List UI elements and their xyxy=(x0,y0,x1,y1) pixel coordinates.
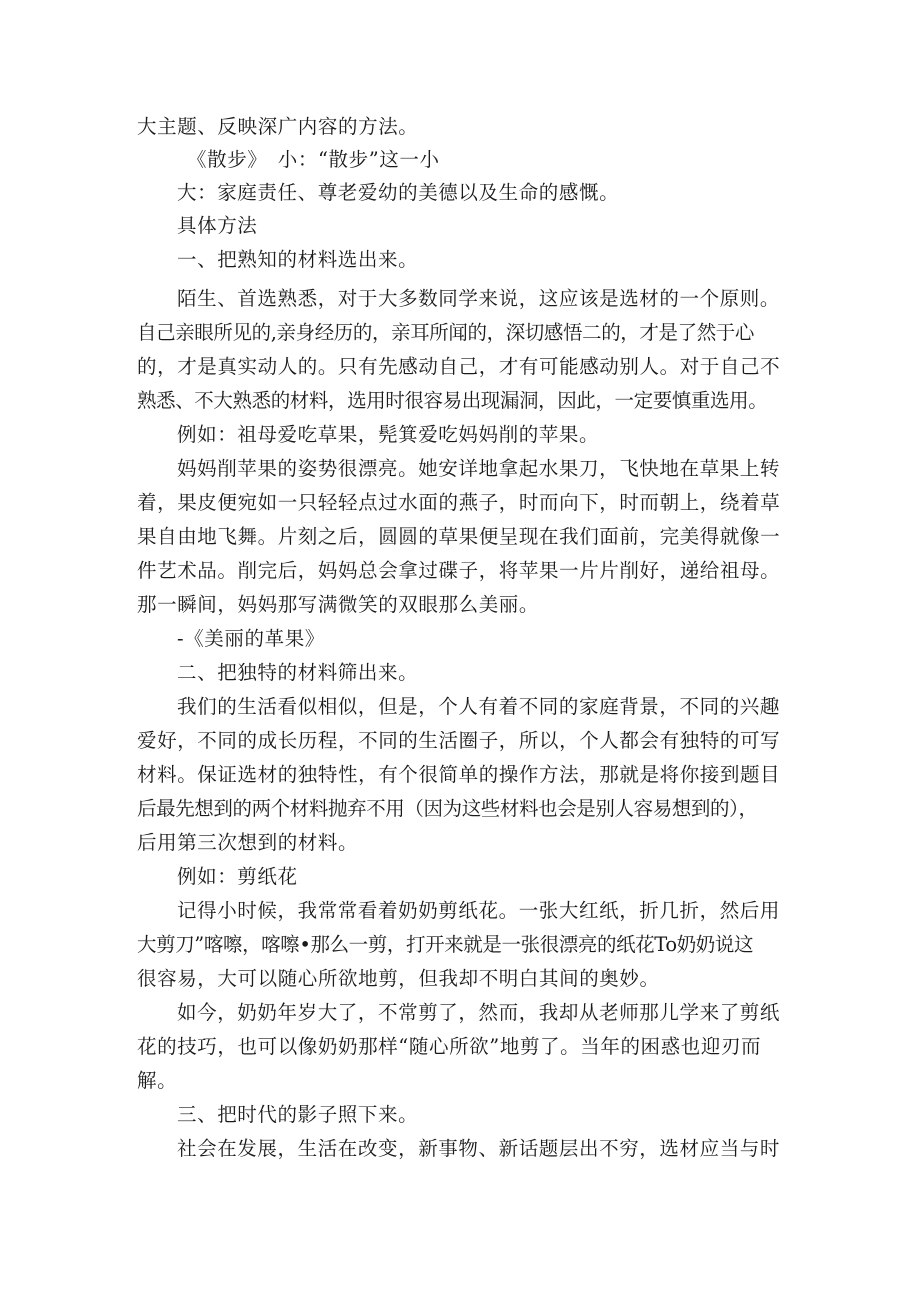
text-line: 的，才是真实动人的。只有先感动自己，才有可能感动别人。对于自己不 xyxy=(137,355,781,378)
text-line: 大：家庭责任、尊老爱幼的美德以及生命的感慨。 xyxy=(177,181,620,204)
section-heading: 三、把时代的影子照下来。 xyxy=(177,1103,419,1126)
section-heading: 一、把熟知的材料选出来。 xyxy=(177,248,419,271)
text-line: 那一瞬间，妈妈那写满微笑的双眼那么美丽。 xyxy=(137,593,540,616)
section-heading: 二、把独特的材料筛出来。 xyxy=(177,661,419,684)
text-line: 果自由地飞舞。片刻之后，圆圆的草果便呈现在我们面前，完美得就像一 xyxy=(137,525,781,548)
text-line: 材料。保证选材的独特性，有个很简单的操作方法，那就是将你接到题目 xyxy=(137,763,781,786)
text-line: 《散步》 小：“散步”这一小 xyxy=(187,148,440,171)
text-line: 熟悉、不大熟悉的材料，选用时很容易出现漏洞，因此，一定要慎重选用。 xyxy=(137,389,768,412)
text-line: 例如：剪纸花 xyxy=(177,865,298,888)
section-heading: 具体方法 xyxy=(177,214,258,237)
text-line: 我们的生活看似相似，但是，个人有着不同的家庭背景，不同的兴趣 xyxy=(177,695,781,718)
text-line: 着，果皮便宛如一只轻轻点过水面的燕子，时而向下，时而朝上，绕着草 xyxy=(137,491,781,514)
text-line: 大剪刀”喀嚓，喀嚓•那么一剪，打开来就是一张很漂亮的纸花To奶奶说这 xyxy=(137,933,754,956)
text-line: 妈妈削苹果的姿势很漂亮。她安详地拿起水果刀，飞快地在草果上转 xyxy=(177,457,781,480)
text-line: 件艺术品。削完后，妈妈总会拿过碟子，将苹果一片片削好，递给祖母。 xyxy=(137,559,781,582)
text-line: 很容易，大可以随心所欲地剪，但我却不明白其间的奥妙。 xyxy=(137,967,660,990)
text-line: 花的技巧，也可以像奶奶那样“随心所欲”地剪了。当年的困惑也迎刃而 xyxy=(137,1035,762,1058)
text-line: 记得小时候，我常常看着奶奶剪纸花。一张大红纸，折几折，然后用 xyxy=(177,899,781,922)
text-line: 后最先想到的两个材料抛弃不用（因为这些材料也会是别人容易想到的）， xyxy=(137,797,758,820)
text-line: 大主题、反映深广内容的方法。 xyxy=(137,115,419,138)
text-line: 社会在发展，生活在改变，新事物、新话题层出不穷，选材应当与时 xyxy=(177,1137,781,1160)
text-line: 后用第三次想到的材料。 xyxy=(137,831,359,854)
text-line: 例如：祖母爱吃草果，髡箕爱吃妈妈削的苹果。 xyxy=(177,423,600,446)
text-line: 如今，奶奶年岁大了，不常剪了，然而，我却从老师那儿学来了剪纸 xyxy=(177,1001,781,1024)
text-line: 解。 xyxy=(137,1069,178,1092)
text-line: 爱好，不同的成长历程，不同的生活圈子，所以，个人都会有独特的可写 xyxy=(137,729,781,752)
text-line: 陌生、首选熟悉，对于大多数同学来说，这应该是选材的一个原则。 xyxy=(177,287,781,310)
citation: -《美丽的革果》 xyxy=(177,627,325,650)
text-line: 自己亲眼所见的,亲身经历的，亲耳所闻的，深切感悟二的，才是了然于心 xyxy=(137,321,754,344)
